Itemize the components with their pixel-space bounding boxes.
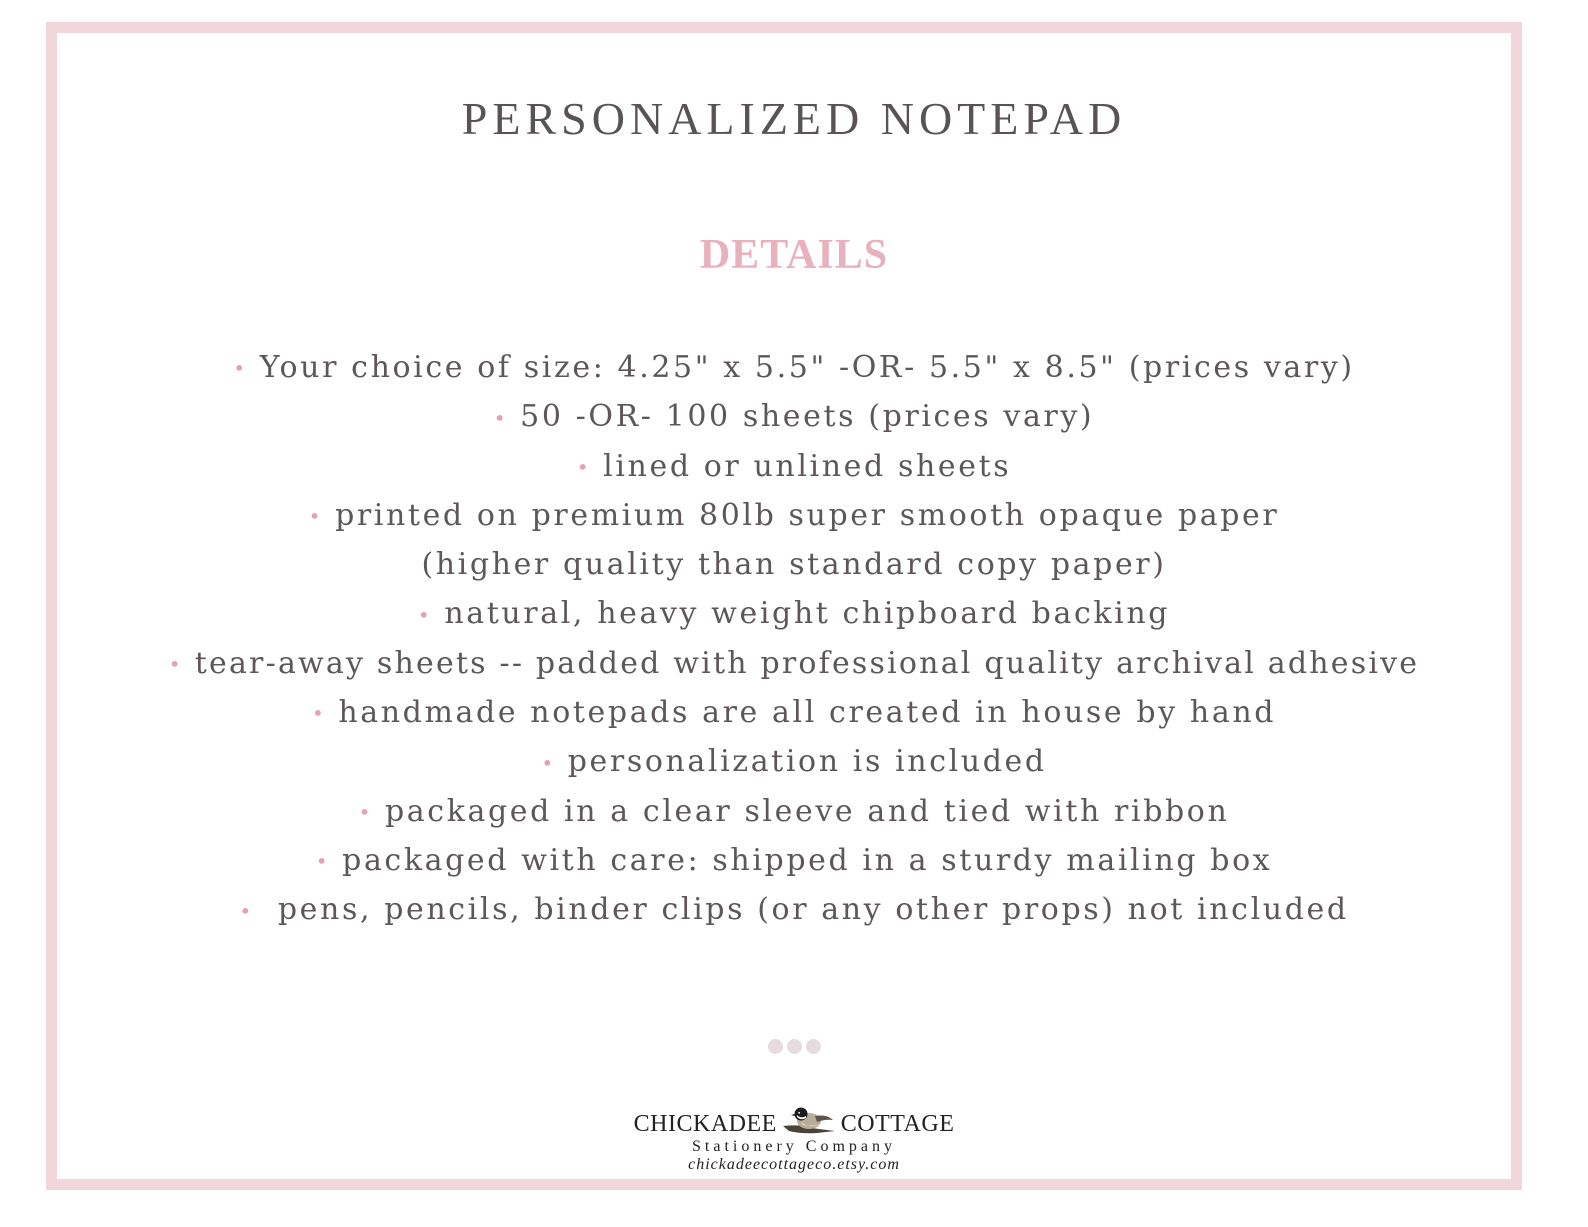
list-item-text: personalization is included xyxy=(567,744,1047,780)
list-item xyxy=(0,885,1588,934)
bullet-icon: • xyxy=(308,504,324,529)
brand-logo xyxy=(0,1104,1588,1173)
bullet-icon: • xyxy=(168,652,183,677)
details-list xyxy=(0,343,1588,935)
list-item xyxy=(0,343,1588,392)
logo-wordmark xyxy=(634,1104,955,1136)
list-item xyxy=(0,737,1588,786)
bullet-icon: • xyxy=(417,602,433,627)
list-item-text: packaged in a clear sleeve and tied with ribbon xyxy=(385,793,1230,829)
list-item-text: (higher quality than standard copy paper) xyxy=(421,547,1167,583)
bullet-icon: • xyxy=(541,750,556,775)
page-title: PERSONALIZED NOTEPAD xyxy=(461,93,1127,144)
divider-dots xyxy=(0,1039,1588,1054)
list-item-text: handmade notepads are all created in house by hand xyxy=(338,695,1277,731)
list-item-text: pens, pencils, binder clips (or any other props) not included xyxy=(265,892,1349,928)
list-item-text: 50 -OR- 100 sheets (prices vary) xyxy=(520,399,1095,435)
list-item-text: Your choice of size: 4.25" x 5.5" -OR- 5.5" x 8.5" (prices vary) xyxy=(259,350,1355,385)
list-item xyxy=(0,836,1588,885)
bullet-icon: • xyxy=(239,898,254,923)
bullet-icon: • xyxy=(315,849,331,874)
list-item xyxy=(0,639,1588,688)
logo-name-left: CHICKADEE xyxy=(633,1111,777,1137)
dot-icon xyxy=(806,1039,821,1054)
list-item-text: packaged with care: shipped in a sturdy mailing box xyxy=(342,842,1273,878)
bullet-icon: • xyxy=(576,454,592,479)
list-item xyxy=(0,442,1588,491)
list-item xyxy=(0,787,1588,836)
list-item-continuation xyxy=(0,540,1588,589)
list-item-text: tear-away sheets -- padded with professional quality archival adhesive xyxy=(194,645,1420,681)
bullet-icon: • xyxy=(311,701,327,726)
bullet-icon: • xyxy=(233,356,248,381)
list-item xyxy=(0,392,1588,441)
list-item xyxy=(0,491,1588,540)
list-item xyxy=(0,589,1588,638)
list-item-text: lined or unlined sheets xyxy=(603,448,1012,484)
bullet-icon: • xyxy=(493,405,509,430)
list-item-text: natural, heavy weight chipboard backing xyxy=(444,596,1171,632)
logo-tagline: Stationery Company xyxy=(692,1138,896,1155)
bullet-icon: • xyxy=(358,800,373,825)
chickadee-bird-icon xyxy=(781,1104,837,1136)
section-heading: DETAILS xyxy=(699,232,889,278)
logo-name-right: COTTAGE xyxy=(840,1111,955,1137)
list-item xyxy=(0,688,1588,737)
list-item-text: printed on premium 80lb super smooth opaque paper xyxy=(335,497,1280,533)
dot-icon xyxy=(768,1039,783,1054)
dot-icon xyxy=(787,1039,802,1054)
logo-url: chickadeecottageco.etsy.com xyxy=(688,1156,900,1173)
